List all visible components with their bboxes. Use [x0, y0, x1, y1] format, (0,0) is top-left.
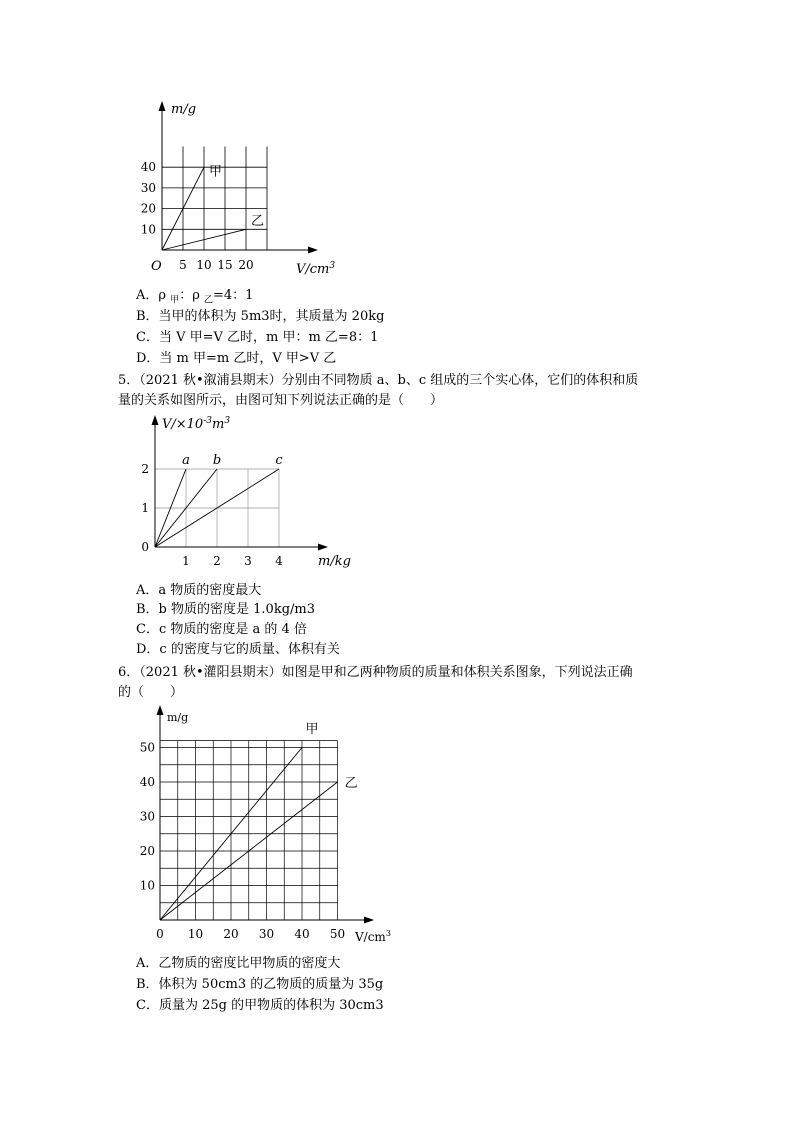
chart1-y-tick-label: 10: [140, 222, 156, 237]
chart3-y-tick-label: 50: [139, 740, 155, 755]
q5-option-c: C．c 物质的密度是 a 的 4 倍: [136, 622, 307, 637]
chart1-series-label-甲: 甲: [209, 164, 223, 180]
chart2-series-label-a: a: [182, 453, 190, 468]
chart3-x-tick-label: 0: [156, 927, 164, 941]
chart1-y-tick-label: 20: [140, 201, 156, 216]
chart1-x-tick-label: 15: [217, 258, 233, 272]
q6-option-a: A．乙物质的密度比甲物质的密度大: [136, 956, 341, 971]
q6-option-b: B．体积为 50cm3 的乙物质的质量为 35g: [136, 977, 384, 992]
chart1-series-label-乙: 乙: [251, 214, 265, 230]
chart1-origin-label: O: [151, 259, 162, 274]
chart1-y-tick-label: 30: [140, 180, 156, 195]
q4-option-b: B．当甲的体积为 5m3时，其质量为 20kg: [136, 309, 385, 324]
chart3-y-tick-label: 20: [139, 844, 155, 858]
chart3-x-tick-label: 20: [223, 927, 239, 941]
chart3-x-tick-label: 10: [187, 927, 204, 941]
q5-option-b: B．b 物质的密度是 1.0kg/m3: [136, 602, 315, 617]
chart2-series-label-b: b: [212, 453, 222, 468]
chart2-series-label-c: c: [275, 453, 283, 468]
chart2-y-tick-label: 0: [141, 540, 149, 554]
chart3-y-tick-label: 10: [139, 878, 155, 893]
chart3-y-axis-label: m/g: [167, 711, 189, 724]
chart3-x-arrow: [364, 917, 374, 924]
q4-option-c: C．当 V 甲=V 乙时，m 甲：m 乙=8：1: [136, 330, 379, 345]
q6-stem-line1: 6．（2021 秋•灌阳县期末）如图是甲和乙两种物质的质量和体积关系图象，下列说法正确: [118, 665, 633, 680]
chart1-x-tick-label: 5: [179, 258, 187, 272]
chart1-x-tick-label: 20: [238, 258, 254, 272]
chart2-y-axis-label: $V/\times 10^{-3}m^3$: [162, 416, 231, 432]
chart2-x-tick-label: 3: [244, 554, 252, 568]
q4-option-a: A．ρ $_甲$：ρ $_乙$=4：1: [136, 288, 254, 306]
q5-stem-line2: 量的关系如图所示，由图可知下列说法正确的是（ ）: [118, 393, 444, 408]
chart3-x-tick-label: 50: [329, 927, 346, 941]
chart2-x-axis-label: m/kg: [318, 554, 351, 569]
chart3-series-label-甲: 甲: [305, 722, 319, 737]
q5-option-a: A．a 物质的密度最大: [136, 583, 262, 598]
q5-stem-line1: 5．（2021 秋•溆浦县期末）分别由不同物质 a、b、c 组成的三个实心体，它们的体积和质: [118, 373, 639, 388]
chart3-series-label-乙: 乙: [344, 776, 358, 791]
chart1-x-axis-label: $V/cm^3$: [296, 261, 336, 277]
chart2-y-tick-label: 2: [141, 462, 149, 476]
chart3-labels: [140, 711, 391, 944]
q6-option-c: C．质量为 25g 的甲物质的体积为 30cm3: [136, 998, 384, 1013]
chart3-grid: [160, 741, 338, 920]
chart2-x-tick-label: 1: [182, 554, 190, 568]
chart3-x-tick-label: 40: [294, 927, 310, 941]
chart3-y-arrow: [157, 705, 164, 715]
chart2-x-tick-label: 4: [275, 554, 283, 568]
chart1-y-axis-label: m/g: [171, 102, 197, 117]
chart3-y-tick-label: 30: [139, 809, 155, 824]
chart3-y-tick-label: 40: [139, 775, 155, 789]
chart1-x-tick-label: 10: [196, 258, 212, 272]
q5-option-d: D．c 的密度与它的质量、体积有关: [136, 642, 340, 657]
q4-option-d: D．当 m 甲=m 乙时，V 甲>V 乙: [136, 351, 337, 366]
q6-stem-line2: 的（ ）: [118, 685, 184, 700]
chart3-axes: [157, 705, 375, 924]
chart1-y-tick-label: 40: [140, 160, 156, 175]
chart3-x-tick-label: 30: [258, 927, 275, 941]
chart3-x-axis-label: $V/cm^3$: [355, 929, 391, 944]
chart2-y-tick-label: 1: [141, 501, 149, 515]
chart2-x-tick-label: 2: [213, 554, 221, 568]
